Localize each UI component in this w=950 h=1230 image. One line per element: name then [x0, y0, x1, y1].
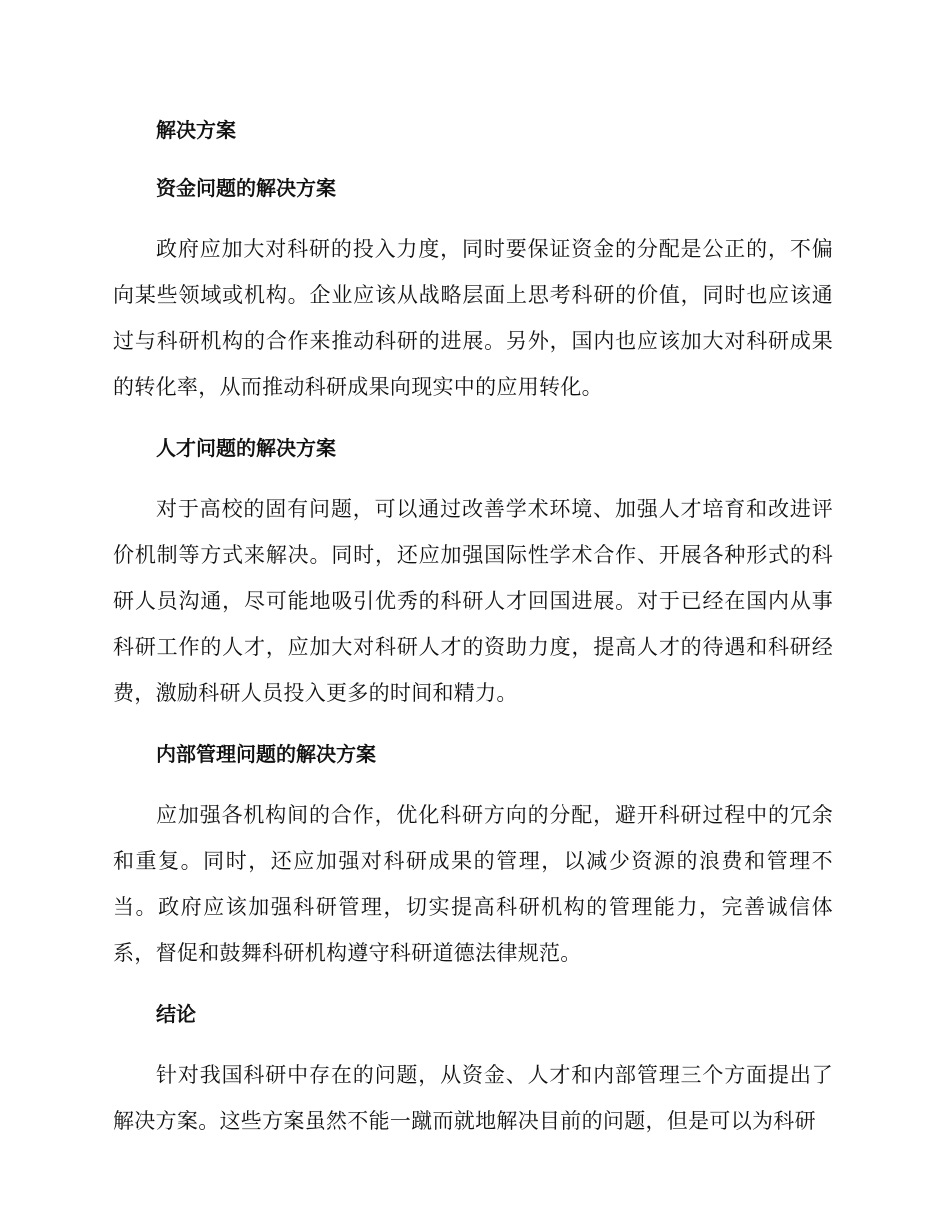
- document-page: [113, 112, 833, 1164]
- conclusion-heading: 结论: [156, 1002, 196, 1026]
- management-paragraph: 应加强各机构间的合作，优化科研方向的分配，避开科研过程中的冗余和重复。同时，还应加强对科研成果的管理，以减少资源的浪费和管理不当。政府应该加强科研管理，切实提高科研机构的管理能力，完善诚信体系，督促和鼓舞科研机构遵守科研道德法律规范。: [113, 803, 833, 965]
- talent-heading: 人才问题的解决方案: [156, 436, 336, 460]
- management-heading: 内部管理问题的解决方案: [156, 742, 376, 766]
- talent-paragraph: 对于高校的固有问题，可以通过改善学术环境、加强人才培育和改进评价机制等方式来解决。同时，还应加强国际性学术合作、开展各种形式的科研人员沟通，尽可能地吸引优秀的科研人才回国进展。对于已经在国内从事科研工作的人才，应加大对科研人才的资助力度，提高人才的待遇和科研经费，激励科研人员投入更多的时间和精力。: [113, 497, 833, 705]
- funding-paragraph: 政府应加大对科研的投入力度，同时要保证资金的分配是公正的，不偏向某些领域或机构。企业应该从战略层面上思考科研的价值，同时也应该通过与科研机构的合作来推动科研的进展。另外，国内也应该加大对科研成果的转化率，从而推动科研成果向现实中的应用转化。: [113, 237, 833, 399]
- conclusion-paragraph: 针对我国科研中存在的问题，从资金、人才和内部管理三个方面提出了解决方案。这些方案虽然不能一蹴而就地解决目前的问题，但是可以为科研: [113, 1063, 833, 1133]
- funding-heading: 资金问题的解决方案: [156, 176, 336, 200]
- section-title: 解决方案: [156, 118, 236, 142]
